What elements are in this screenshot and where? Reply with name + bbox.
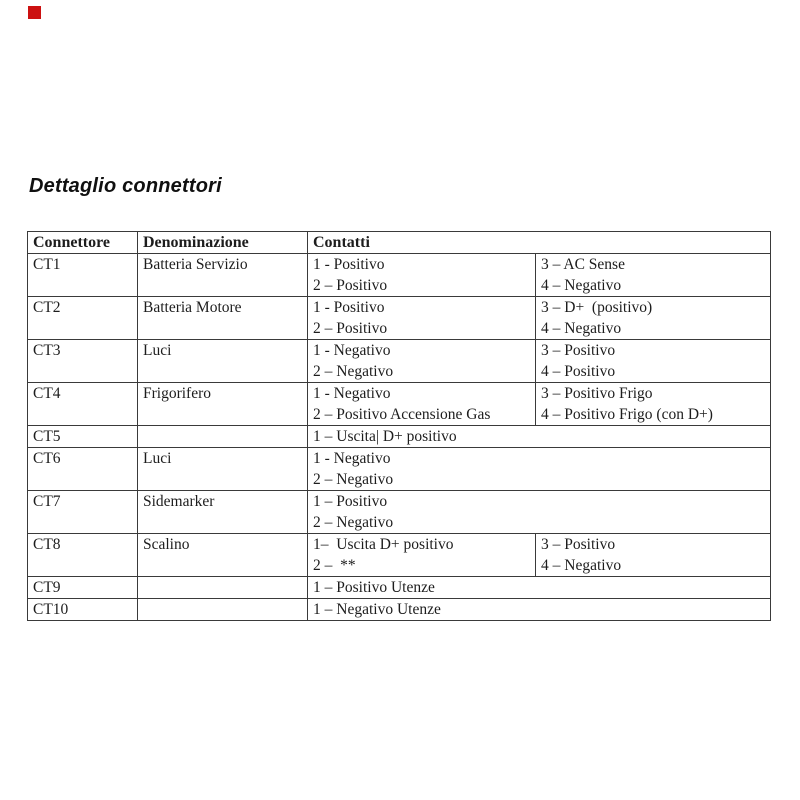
connector-cell: CT5 [28, 426, 138, 448]
contacts-right-cell [536, 297, 771, 340]
name-cell: Batteria Motore [138, 297, 308, 340]
connector-cell: CT6 [28, 448, 138, 491]
contacts-left-cell [308, 340, 536, 383]
table-row [28, 577, 771, 599]
contacts-full-cell [308, 491, 771, 534]
header-connettore: Connettore [28, 232, 138, 254]
contact-line: 4 – Positivo [541, 363, 616, 380]
page-title: Dettaglio connettori [29, 175, 222, 197]
contact-line: 1 - Negativo [313, 385, 391, 402]
name-cell: Batteria Servizio [138, 254, 308, 297]
contact-line: 1 – Positivo Utenze [313, 579, 435, 596]
name-cell [138, 599, 308, 621]
contact-line: 1 – Negativo Utenze [313, 601, 441, 618]
contact-line: 1 - Negativo [313, 342, 391, 359]
contact-line: 1 – Positivo [313, 493, 388, 510]
contact-line: 2 – Negativo [313, 363, 394, 380]
contacts-left-cell [308, 254, 536, 297]
contacts-full-cell [308, 577, 771, 599]
name-cell: Frigorifero [138, 383, 308, 426]
table-row [28, 254, 771, 297]
contact-line: 2 – Negativo [313, 514, 394, 531]
name-cell: Sidemarker [138, 491, 308, 534]
contact-line: 3 – AC Sense [541, 256, 625, 273]
contact-line: 1 - Negativo [313, 450, 391, 467]
contact-line: 3 – Positivo [541, 342, 616, 359]
contacts-left-cell [308, 534, 536, 577]
contact-line: 2 – Positivo [313, 320, 388, 337]
contact-line: 3 – Positivo Frigo [541, 385, 653, 402]
contact-line: 4 – Negativo [541, 320, 622, 337]
connector-cell: CT7 [28, 491, 138, 534]
contact-line: 1 - Positivo [313, 256, 385, 273]
connectors-table [27, 231, 771, 621]
table-row [28, 491, 771, 534]
connector-cell: CT3 [28, 340, 138, 383]
connector-cell: CT1 [28, 254, 138, 297]
contact-line: 4 – Negativo [541, 277, 622, 294]
contacts-left-cell [308, 383, 536, 426]
contact-line: 2 – Positivo Accensione Gas [313, 406, 491, 423]
header-contatti: Contatti [308, 232, 771, 254]
contact-line: 4 – Negativo [541, 557, 622, 574]
contacts-full-cell [308, 599, 771, 621]
connector-cell: CT9 [28, 577, 138, 599]
contacts-full-cell [308, 426, 771, 448]
connector-cell: CT4 [28, 383, 138, 426]
table-row [28, 426, 771, 448]
contact-line: 2 – Negativo [313, 471, 394, 488]
contacts-right-cell [536, 534, 771, 577]
contact-line: 1 – Uscita| D+ positivo [313, 428, 457, 445]
table-row [28, 297, 771, 340]
name-cell: Luci [138, 340, 308, 383]
contact-line: 2 – Positivo [313, 277, 388, 294]
connector-cell: CT8 [28, 534, 138, 577]
name-cell: Luci [138, 448, 308, 491]
table-row [28, 599, 771, 621]
name-cell: Scalino [138, 534, 308, 577]
contact-line: 1– Uscita D+ positivo [313, 536, 454, 553]
contact-line: 4 – Positivo Frigo (con D+) [541, 406, 713, 423]
name-cell [138, 426, 308, 448]
contacts-right-cell [536, 254, 771, 297]
contacts-right-cell [536, 340, 771, 383]
table-row [28, 340, 771, 383]
red-marker-icon [28, 6, 41, 19]
connector-cell: CT10 [28, 599, 138, 621]
contacts-right-cell [536, 383, 771, 426]
contacts-left-cell [308, 297, 536, 340]
contacts-full-cell [308, 448, 771, 491]
contact-line: 1 - Positivo [313, 299, 385, 316]
table-header-row [28, 232, 771, 254]
contact-line: 3 – Positivo [541, 536, 616, 553]
header-denominazione: Denominazione [138, 232, 308, 254]
connector-cell: CT2 [28, 297, 138, 340]
table-row [28, 534, 771, 577]
table-row [28, 383, 771, 426]
contact-line: 3 – D+ (positivo) [541, 299, 653, 316]
table-row [28, 448, 771, 491]
name-cell [138, 577, 308, 599]
contact-line: 2 – ** [313, 557, 356, 574]
